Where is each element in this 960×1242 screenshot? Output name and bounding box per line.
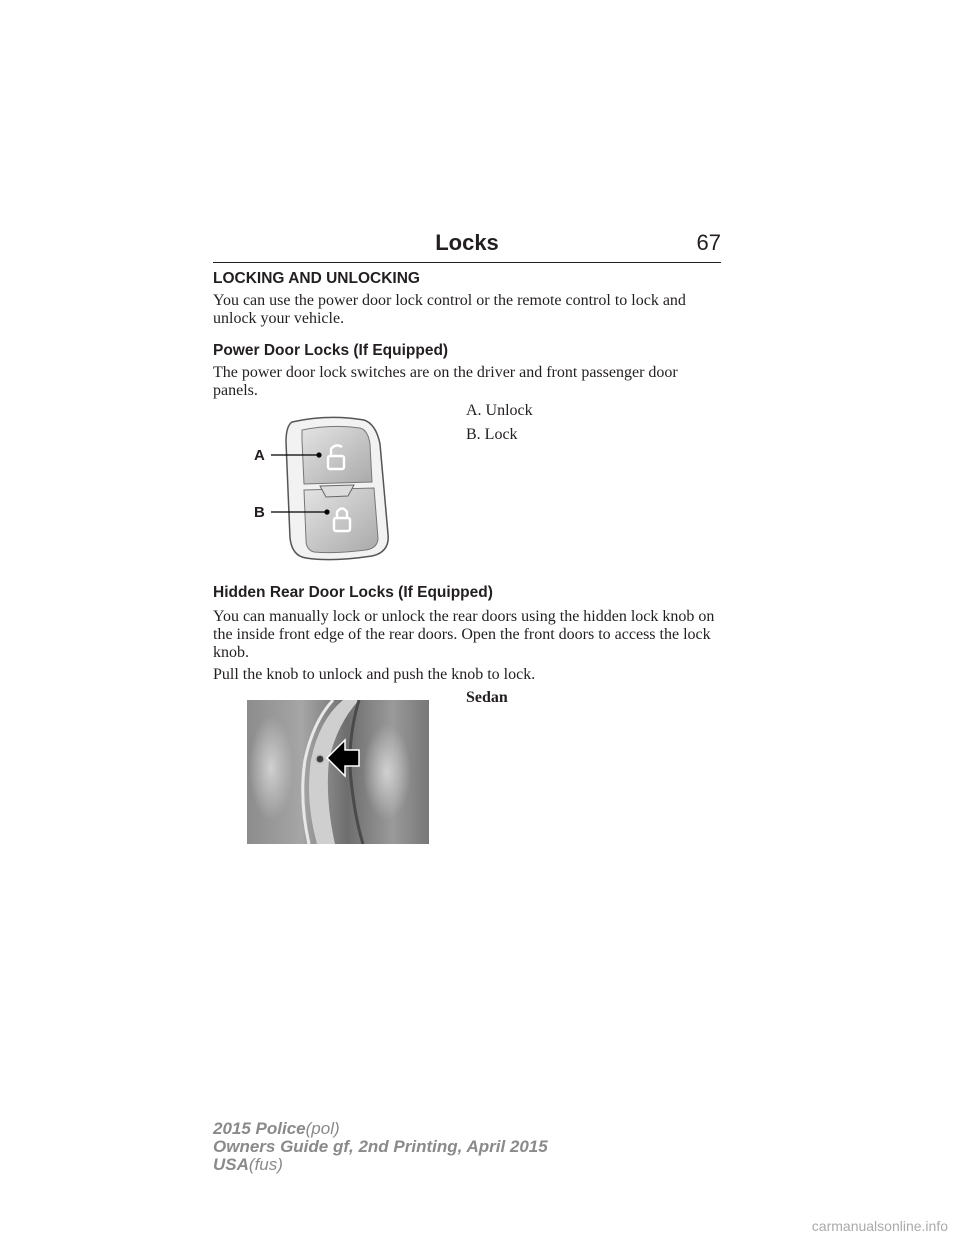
- footer-line-3: USA(fus): [213, 1155, 283, 1174]
- section-heading-locking: LOCKING AND UNLOCKING: [213, 270, 420, 287]
- footer-line-2: Owners Guide gf, 2nd Printing, April 2015: [213, 1137, 548, 1156]
- watermark: carmanualsonline.info: [811, 1218, 948, 1234]
- paragraph-hidden-locks: You can manually lock or unlock the rear doors using the hidden lock knob on the inside front edge of the rear doors. Open the front doors to access the lock knob.: [213, 608, 715, 661]
- lock-knob-icon: [316, 755, 324, 763]
- caption-sedan: Sedan: [466, 689, 508, 706]
- rear-door-lock-photo: [247, 700, 429, 844]
- chapter-title: Locks: [435, 230, 499, 255]
- caption-unlock: A. Unlock: [466, 402, 533, 419]
- section-heading-hidden-locks: Hidden Rear Door Locks (If Equipped): [213, 584, 493, 601]
- section-heading-power-locks: Power Door Locks (If Equipped): [213, 342, 449, 359]
- paragraph-locking: You can use the power door lock control or the remote control to lock and unlock your vehicle.: [213, 292, 686, 327]
- door-lock-switch-figure: [268, 416, 392, 562]
- callout-label-a: A: [254, 447, 265, 464]
- page-footer: [213, 1120, 548, 1174]
- callout-label-b: B: [254, 504, 265, 521]
- paragraph-pull-push: Pull the knob to unlock and push the knob to lock.: [213, 666, 536, 683]
- caption-lock: B. Lock: [466, 426, 518, 443]
- footer-line-1: 2015 Police(pol): [213, 1119, 340, 1138]
- page-header: [213, 228, 721, 263]
- page-number: 67: [696, 230, 721, 255]
- paragraph-power-locks: The power door lock switches are on the driver and front passenger door panels.: [213, 364, 678, 399]
